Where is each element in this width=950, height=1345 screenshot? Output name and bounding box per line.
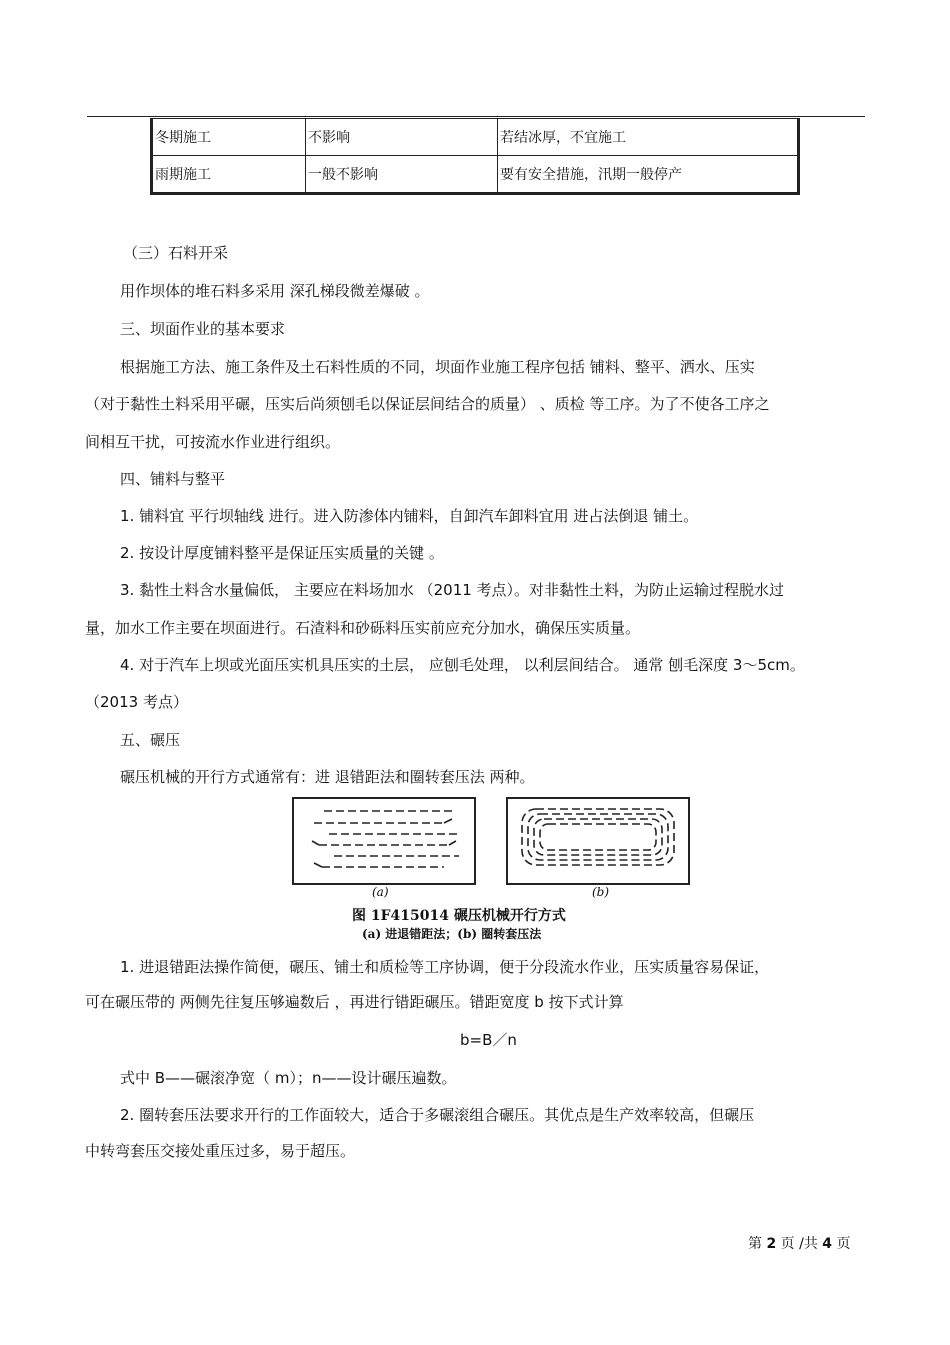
diagram-a: [292, 797, 476, 885]
diagram-a-lines: [294, 799, 474, 883]
paragraph: 根据施工方法、施工条件及土石料性质的不同，坝面作业施工程序包括 铺料、整平、洒水、压实: [120, 358, 755, 376]
section-heading-spreading: 四、铺料与整平: [120, 470, 226, 488]
table-cell: 雨期施工: [152, 156, 306, 194]
label-a: (a): [372, 885, 389, 899]
formula: b=B／n: [460, 1031, 517, 1049]
figure-caption: 图 1F415014 碾压机械开行方式: [352, 908, 566, 924]
table-row: [152, 156, 799, 194]
paragraph: 可在碾压带的 两侧先往复压够遍数后 ，再进行错距碾压。错距宽度 b 按下式计算: [85, 993, 624, 1011]
footer-prefix: 第: [748, 1236, 767, 1252]
figure-subcaption: (a) 进退错距法；(b) 圈转套压法: [362, 927, 542, 941]
diagram-b-loops: [508, 799, 688, 883]
footer-suffix: 页: [832, 1236, 851, 1252]
diagram-b: [506, 797, 690, 885]
paragraph: 量，加水工作主要在坝面进行。石渣料和砂砾料压实前应充分加水，确保压实质量。: [85, 619, 641, 637]
paragraph: （2013 考点）: [85, 693, 188, 711]
paragraph: 1. 铺料宜 平行坝轴线 进行。进入防渗体内铺料，自卸汽车卸料宜用 进占法倒退 铺土。: [120, 507, 699, 525]
rolling-figure: [292, 797, 690, 945]
section-heading-rolling: 五、碾压: [120, 731, 181, 749]
table-row: [152, 119, 799, 156]
page-footer: [748, 1233, 850, 1253]
paragraph: 2. 圈转套压法要求开行的工作面较大，适合于多碾滚组合碾压。其优点是生产效率较高，但碾压: [120, 1106, 755, 1124]
paragraph: （对于黏性土料采用平碾，压实后尚须刨毛以保证层间结合的质量） 、质检 等工序。为了不使各工序之: [85, 395, 770, 413]
paragraph: 2. 按设计厚度铺料整平是保证压实质量的关键 。: [120, 544, 444, 562]
footer-mid: 页 /共: [776, 1236, 823, 1252]
season-table: [150, 118, 800, 195]
section-heading-dam-surface: 三、坝面作业的基本要求: [120, 320, 286, 338]
paragraph: 间相互干扰，可按流水作业进行组织。: [85, 433, 341, 451]
table-cell: 要有安全措施，汛期一般停产: [498, 156, 799, 194]
page-total: 4: [822, 1236, 833, 1252]
table-cell: 不影响: [306, 119, 498, 156]
section-heading-stone: （三）石料开采: [123, 244, 229, 262]
page-number: 2: [766, 1236, 777, 1252]
paragraph: 式中 B——碾滚净宽（ m）；n——设计碾压遍数。: [120, 1069, 457, 1087]
paragraph: 3. 黏性土料含水量偏低， 主要应在料场加水 （2011 考点）。对非黏性土料，为防止运输过程脱水过: [120, 581, 785, 599]
paragraph: 用作坝体的堆石料多采用 深孔梯段微差爆破 。: [120, 282, 430, 300]
paragraph: 4. 对于汽车上坝或光面压实机具压实的土层， 应刨毛处理， 以利层间结合。 通常 刨毛深度 3～5cm。: [120, 656, 805, 674]
header-rule: [87, 116, 865, 117]
table-cell: 冬期施工: [152, 119, 306, 156]
paragraph: 碾压机械的开行方式通常有：进 退错距法和圈转套压法 两种。: [120, 768, 535, 786]
paragraph: 中转弯套压交接处重压过多，易于超压。: [85, 1142, 356, 1160]
paragraph: 1. 进退错距法操作简便，碾压、铺土和质检等工序协调，便于分段流水作业，压实质量容易保证，: [120, 958, 770, 976]
table-cell: 一般不影响: [306, 156, 498, 194]
table-cell: 若结冰厚，不宜施工: [498, 119, 799, 156]
label-b: (b): [592, 885, 610, 899]
